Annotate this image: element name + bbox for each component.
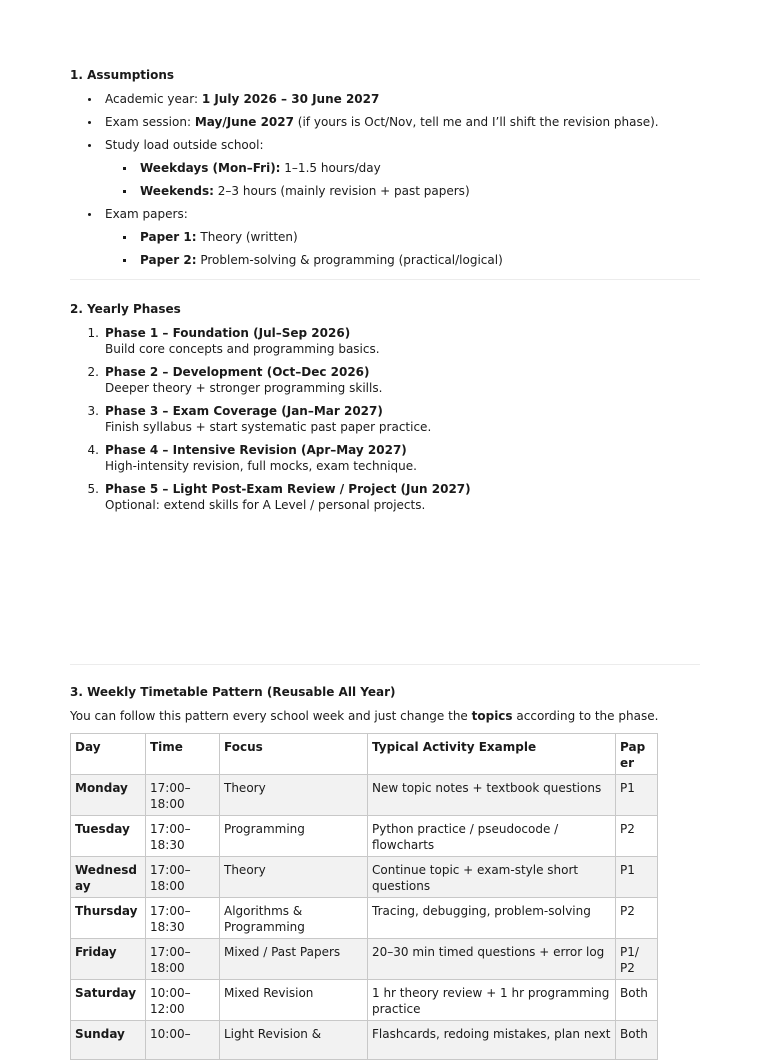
academic-year-value: 1 July 2026 – 30 June 2027 — [201, 92, 380, 106]
column-header-time: Time — [146, 734, 220, 775]
sublist-item-paper2: Paper 2: Problem-solving & programming (practical/logical) — [105, 252, 700, 268]
cell-activity: Tracing, debugging, problem-solving — [368, 898, 616, 939]
cell-paper: Both — [616, 1021, 658, 1060]
cell-activity: New topic notes + textbook questions — [368, 775, 616, 816]
cell-time: 17:00– 18:00 — [146, 939, 220, 980]
list-item-study-load: Study load outside school: Weekdays (Mon–Fri): 1–1.5 hours/day Weekends: 2–3 hours (mainly revision + past papers) — [70, 137, 700, 199]
phase-title: Phase 2 – Development (Oct–Dec 2026) — [105, 365, 370, 379]
cell-paper: P2 — [616, 898, 658, 939]
column-header-focus: Focus — [220, 734, 368, 775]
cell-focus: Mixed / Past Papers — [220, 939, 368, 980]
cell-focus: Mixed Revision — [220, 980, 368, 1021]
phase-description: Build core concepts and programming basics. — [105, 342, 380, 356]
cell-time: 17:00– 18:30 — [146, 898, 220, 939]
list-item-exam-session: Exam session: May/June 2027 (if yours is Oct/Nov, tell me and I’ll shift the revision phase). — [70, 114, 700, 130]
phase-title: Phase 1 – Foundation (Jul–Sep 2026) — [105, 326, 351, 340]
cell-day: Thursday — [71, 898, 146, 939]
phase-title: Phase 5 – Light Post-Exam Review / Project (Jun 2027) — [105, 482, 471, 496]
cell-day: Monday — [71, 775, 146, 816]
cell-activity: Continue topic + exam-style short questions — [368, 857, 616, 898]
phases-list — [70, 318, 700, 513]
table-row — [71, 939, 658, 980]
phase-description: Finish syllabus + start systematic past paper practice. — [105, 420, 432, 434]
section-divider — [70, 664, 700, 665]
column-header-paper: Pap er — [616, 734, 658, 775]
cell-focus: Theory — [220, 857, 368, 898]
section-heading-weekly-timetable: 3. Weekly Timetable Pattern (Reusable All Year) — [70, 685, 396, 699]
table-row — [71, 775, 658, 816]
cell-activity: 20–30 min timed questions + error log — [368, 939, 616, 980]
phase-description: High-intensity revision, full mocks, exam technique. — [105, 459, 417, 473]
weekly-intro: You can follow this pattern every school week and just change the topics according to the phase. — [70, 709, 659, 723]
cell-time: 17:00– 18:00 — [146, 857, 220, 898]
cell-day: Saturday — [71, 980, 146, 1021]
section-heading-assumptions: 1. Assumptions — [70, 68, 175, 82]
phase-item: 5. Phase 5 – Light Post-Exam Review / Project (Jun 2027) Optional: extend skills for A Level / personal projects. — [70, 481, 700, 513]
cell-time: 10:00– 12:00 — [146, 980, 220, 1021]
phase-description: Optional: extend skills for A Level / personal projects. — [105, 498, 426, 512]
exam-session-value: May/June 2027 — [194, 115, 294, 129]
cell-day: Wednesd ay — [71, 857, 146, 898]
table-row — [71, 857, 658, 898]
cell-paper: Both — [616, 980, 658, 1021]
sublist-item-paper1: Paper 1: Theory (written) — [105, 229, 700, 245]
cell-paper: P1/ P2 — [616, 939, 658, 980]
phase-title: Phase 3 – Exam Coverage (Jan–Mar 2027) — [105, 404, 383, 418]
phase-item: 3. Phase 3 – Exam Coverage (Jan–Mar 2027) Finish syllabus + start systematic past paper practice. — [70, 403, 700, 435]
table-row — [71, 1021, 658, 1060]
cell-day: Friday — [71, 939, 146, 980]
column-header-activity: Typical Activity Example — [368, 734, 616, 775]
phase-item: 2. Phase 2 – Development (Oct–Dec 2026) Deeper theory + stronger programming skills. — [70, 364, 700, 396]
phase-description: Deeper theory + stronger programming skills. — [105, 381, 383, 395]
phase-title: Phase 4 – Intensive Revision (Apr–May 2027) — [105, 443, 407, 457]
cell-time: 17:00– 18:30 — [146, 816, 220, 857]
column-header-day: Day — [71, 734, 146, 775]
phase-item: 4. Phase 4 – Intensive Revision (Apr–May 2027) High-intensity revision, full mocks, exam technique. — [70, 442, 700, 474]
cell-time: 10:00– — [146, 1021, 220, 1060]
cell-focus: Light Revision & — [220, 1021, 368, 1060]
table-row — [71, 816, 658, 857]
cell-paper: P2 — [616, 816, 658, 857]
cell-focus: Theory — [220, 775, 368, 816]
cell-day: Sunday — [71, 1021, 146, 1060]
section-divider — [70, 279, 700, 280]
section-heading-phases: 2. Yearly Phases — [70, 302, 181, 316]
cell-activity: Flashcards, redoing mistakes, plan next — [368, 1021, 616, 1060]
exam-papers-sublist — [105, 229, 700, 268]
table-row — [71, 898, 658, 939]
cell-focus: Algorithms & Programming — [220, 898, 368, 939]
cell-focus: Programming — [220, 816, 368, 857]
weekly-timetable — [70, 733, 658, 1060]
cell-paper: P1 — [616, 857, 658, 898]
list-item-exam-papers: Exam papers: Paper 1: Theory (written) Paper 2: Problem-solving & programming (practical/logical) — [70, 206, 700, 268]
study-load-sublist — [105, 160, 700, 199]
sublist-item-weekdays: Weekdays (Mon–Fri): 1–1.5 hours/day — [105, 160, 700, 176]
cell-paper: P1 — [616, 775, 658, 816]
phase-item: 1. Phase 1 – Foundation (Jul–Sep 2026) Build core concepts and programming basics. — [70, 325, 700, 357]
cell-activity: 1 hr theory review + 1 hr programming practice — [368, 980, 616, 1021]
cell-time: 17:00– 18:00 — [146, 775, 220, 816]
cell-day: Tuesday — [71, 816, 146, 857]
assumptions-list — [70, 84, 700, 268]
cell-activity: Python practice / pseudocode / flowcharts — [368, 816, 616, 857]
table-header-row — [71, 734, 658, 775]
sublist-item-weekends: Weekends: 2–3 hours (mainly revision + past papers) — [105, 183, 700, 199]
table-row — [71, 980, 658, 1021]
list-item-academic-year: Academic year: 1 July 2026 – 30 June 2027 — [70, 91, 700, 107]
